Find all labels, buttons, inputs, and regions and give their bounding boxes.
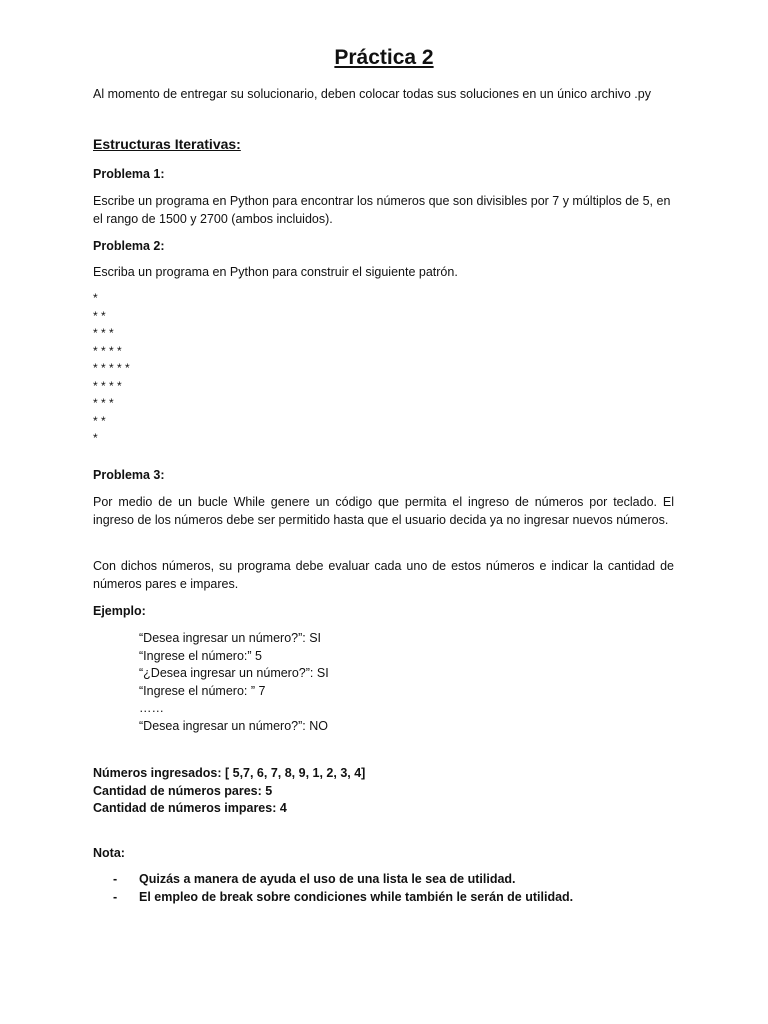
pattern-line: *: [93, 431, 98, 445]
note-item-text: Quizás a manera de ayuda el uso de una lista le sea de utilidad.: [139, 872, 516, 886]
pattern-line: * * * *: [93, 343, 122, 358]
note-item: [113, 871, 673, 889]
result-odd-count: Cantidad de números impares: 4: [93, 801, 287, 815]
result-entered-numbers: Números ingresados: [ 5,7, 6, 7, 8, 9, 1, 2, 3, 4]: [93, 766, 366, 780]
pattern-line: * * *: [93, 396, 114, 410]
intro-paragraph: Al momento de entregar su solucionario, deben colocar todas sus soluciones en un único archivo .py: [93, 87, 651, 101]
example-line: “Desea ingresar un número?”: NO: [139, 718, 328, 733]
bullet-dash: -: [113, 889, 118, 904]
problem-1-heading: Problema 1:: [93, 167, 165, 181]
note-item: [113, 889, 673, 907]
note-list: [113, 871, 673, 906]
example-line: “¿Desea ingresar un número?”: SI: [139, 666, 329, 680]
example-heading: Ejemplo:: [93, 604, 146, 618]
pattern-line: * *: [93, 308, 106, 323]
bullet-dash: -: [113, 872, 118, 886]
pattern-line: * * * * *: [93, 361, 130, 375]
note-item-text: El empleo de break sobre condiciones while también le serán de utilidad.: [139, 889, 574, 904]
example-line: “Ingrese el número:” 5: [139, 648, 262, 663]
example-lines: [139, 630, 639, 735]
problem-3-heading: Problema 3:: [93, 468, 165, 482]
pattern-line: * * *: [93, 326, 114, 340]
note-heading: Nota:: [93, 846, 125, 860]
problem-1-text: Escribe un programa en Python para encontrar los números que son divisibles por 7 y múltiplos de 5, en el rango de 1500 y 2700 (ambos incluidos).: [93, 194, 671, 226]
pattern-line: * *: [93, 413, 106, 428]
problem-2-text: Escriba un programa en Python para construir el siguiente patrón.: [93, 265, 458, 279]
example-line: “Desea ingresar un número?”: SI: [139, 631, 322, 645]
example-line: “Ingrese el número: ” 7: [139, 683, 266, 698]
example-line: ……: [139, 701, 164, 715]
problem-3-text-2: Con dichos números, su programa debe evaluar cada uno de estos números e indicar la cantidad de números pares e impares.: [93, 559, 674, 591]
page-title: Práctica 2: [334, 46, 434, 69]
problem-3-text-1: Por medio de un bucle While genere un código que permita el ingreso de números por teclado. El ingreso de los números debe ser permitido hasta que el usuario decida ya no ingresar nuevos números.: [93, 495, 674, 527]
star-pattern: [93, 290, 674, 448]
pattern-line: *: [93, 291, 98, 305]
problem-2-heading: Problema 2:: [93, 239, 165, 253]
result-even-count: Cantidad de números pares: 5: [93, 783, 273, 798]
results: [93, 765, 674, 818]
section-title: Estructuras Iterativas:: [93, 136, 241, 152]
pattern-line: * * * *: [93, 378, 122, 393]
